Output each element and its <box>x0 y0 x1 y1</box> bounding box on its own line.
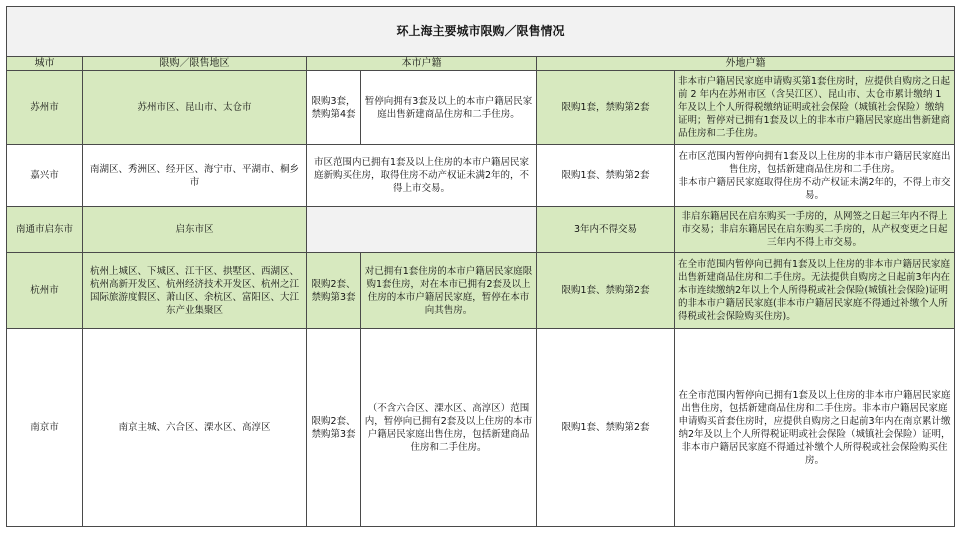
area-cell: 启东市区 <box>83 207 307 253</box>
table-row <box>7 253 955 329</box>
nonlocal-note-text: 在市区范围内暂停向拥有1套及以上住房的非本市户籍居民家庭出售住房，包括新建商品住房和二手住房。 非本市户籍居民家庭取得住房不动产权证未满2年的，不得上市交易。 <box>678 150 951 201</box>
city-cell: 南通市启东市 <box>7 207 83 253</box>
nonlocal-note-cell: 在全市范围内暂停向已拥有1套及以上住房的非本市户籍居民家庭出售新建商品住房和二手住房。无法提供自购房之日起前3年内在本市连续缴纳2年以上个人所得税或社会保险(城镇社会保险)证明的非本市户籍居民家庭(非本市户籍居民家庭不得通过补缴个人所得税或社会保险购买住房)。 <box>675 253 955 329</box>
local-limit-cell: 限购2套、禁购第3套 <box>307 329 361 527</box>
header-row <box>7 57 955 71</box>
city-cell: 苏州市 <box>7 71 83 145</box>
local-sale-cell: 市区范围内已拥有1套及以上住房的本市户籍居民家庭新购买住房，取得住房不动产权证未满2年的，不得上市交易。 <box>307 145 537 207</box>
header-nonlocal: 外地户籍 <box>537 57 955 71</box>
nonlocal-note-cell: 在全市范围内暂停向已拥有1套及以上住房的非本市户籍居民家庭出售住房，包括新建商品住房和二手住房。非本市户籍居民家庭申请购买首套住房时，应提供自购房之日起前3年内在南京累计缴纳2年及以上个人所得税证明或社会保险（城镇社会保险）证明，非本市户籍居民家庭不得通过补缴个人所得税或社会保险购买住房。 <box>675 329 955 527</box>
local-limit-cell: 限购2套、禁购第3套 <box>307 253 361 329</box>
local-empty-cell <box>307 207 537 253</box>
local-sale-cell: （不含六合区、溧水区、高淳区）范围内，暂停向已拥有2套及以上住房的本市户籍居民家庭出售住房，包括新建商品住房和二手住房。 <box>361 329 537 527</box>
area-cell: 苏州市区、昆山市、太仓市 <box>83 71 307 145</box>
nonlocal-limit-cell: 限购1套，禁购第2套 <box>537 71 675 145</box>
header-local: 本市户籍 <box>307 57 537 71</box>
nonlocal-limit-cell: 限购1套、禁购第2套 <box>537 329 675 527</box>
table-row <box>7 207 955 253</box>
local-sale-cell: 对已拥有1套住房的本市户籍居民家庭限购1套住房，对在本市已拥有2套及以上住房的本市户籍居民家庭，暂停在本市向其售房。 <box>361 253 537 329</box>
nonlocal-limit-cell: 3年内不得交易 <box>537 207 675 253</box>
restriction-table-sheet <box>6 6 954 528</box>
table-title: 环上海主要城市限购／限售情况 <box>7 7 955 57</box>
header-city: 城市 <box>7 57 83 71</box>
restriction-table <box>6 6 955 527</box>
table-row <box>7 145 955 207</box>
nonlocal-note-cell: 非本市户籍居民家庭申请购买第1套住房时，应提供自购房之日起前 2 年内在苏州市区（含吴江区）、昆山市、太仓市累计缴纳 1 年及以上个人所得税缴纳证明或社会保险（城镇社会保险）缴纳证明；暂停对已拥有1套及以上的非本市户籍居民家庭出售新建商品住房和二手住房。 <box>675 71 955 145</box>
area-cell: 杭州上城区、下城区、江干区、拱墅区、西湖区、杭州高新开发区、杭州经济技术开发区、杭州之江国际旅游度假区、萧山区、余杭区、富阳区、大江东产业集聚区 <box>83 253 307 329</box>
table-row <box>7 71 955 145</box>
nonlocal-note-cell <box>675 145 955 207</box>
nonlocal-limit-cell: 限购1套、禁购第2套 <box>537 145 675 207</box>
local-limit-cell: 限购3套，禁购第4套 <box>307 71 361 145</box>
city-cell: 嘉兴市 <box>7 145 83 207</box>
nonlocal-note-cell: 非启东籍居民在启东购买一手房的，从网签之日起三年内不得上市交易；非启东籍居民在启东购买二手房的，从产权变更之日起三年内不得上市交易。 <box>675 207 955 253</box>
city-cell: 杭州市 <box>7 253 83 329</box>
nonlocal-limit-cell: 限购1套、禁购第2套 <box>537 253 675 329</box>
area-cell: 南湖区、秀洲区、经开区、海宁市、平湖市、桐乡市 <box>83 145 307 207</box>
area-cell: 南京主城、六合区、溧水区、高淳区 <box>83 329 307 527</box>
table-row <box>7 329 955 527</box>
header-area: 限购／限售地区 <box>83 57 307 71</box>
local-sale-cell: 暂停向拥有3套及以上的本市户籍居民家庭出售新建商品住房和二手住房。 <box>361 71 537 145</box>
city-cell: 南京市 <box>7 329 83 527</box>
